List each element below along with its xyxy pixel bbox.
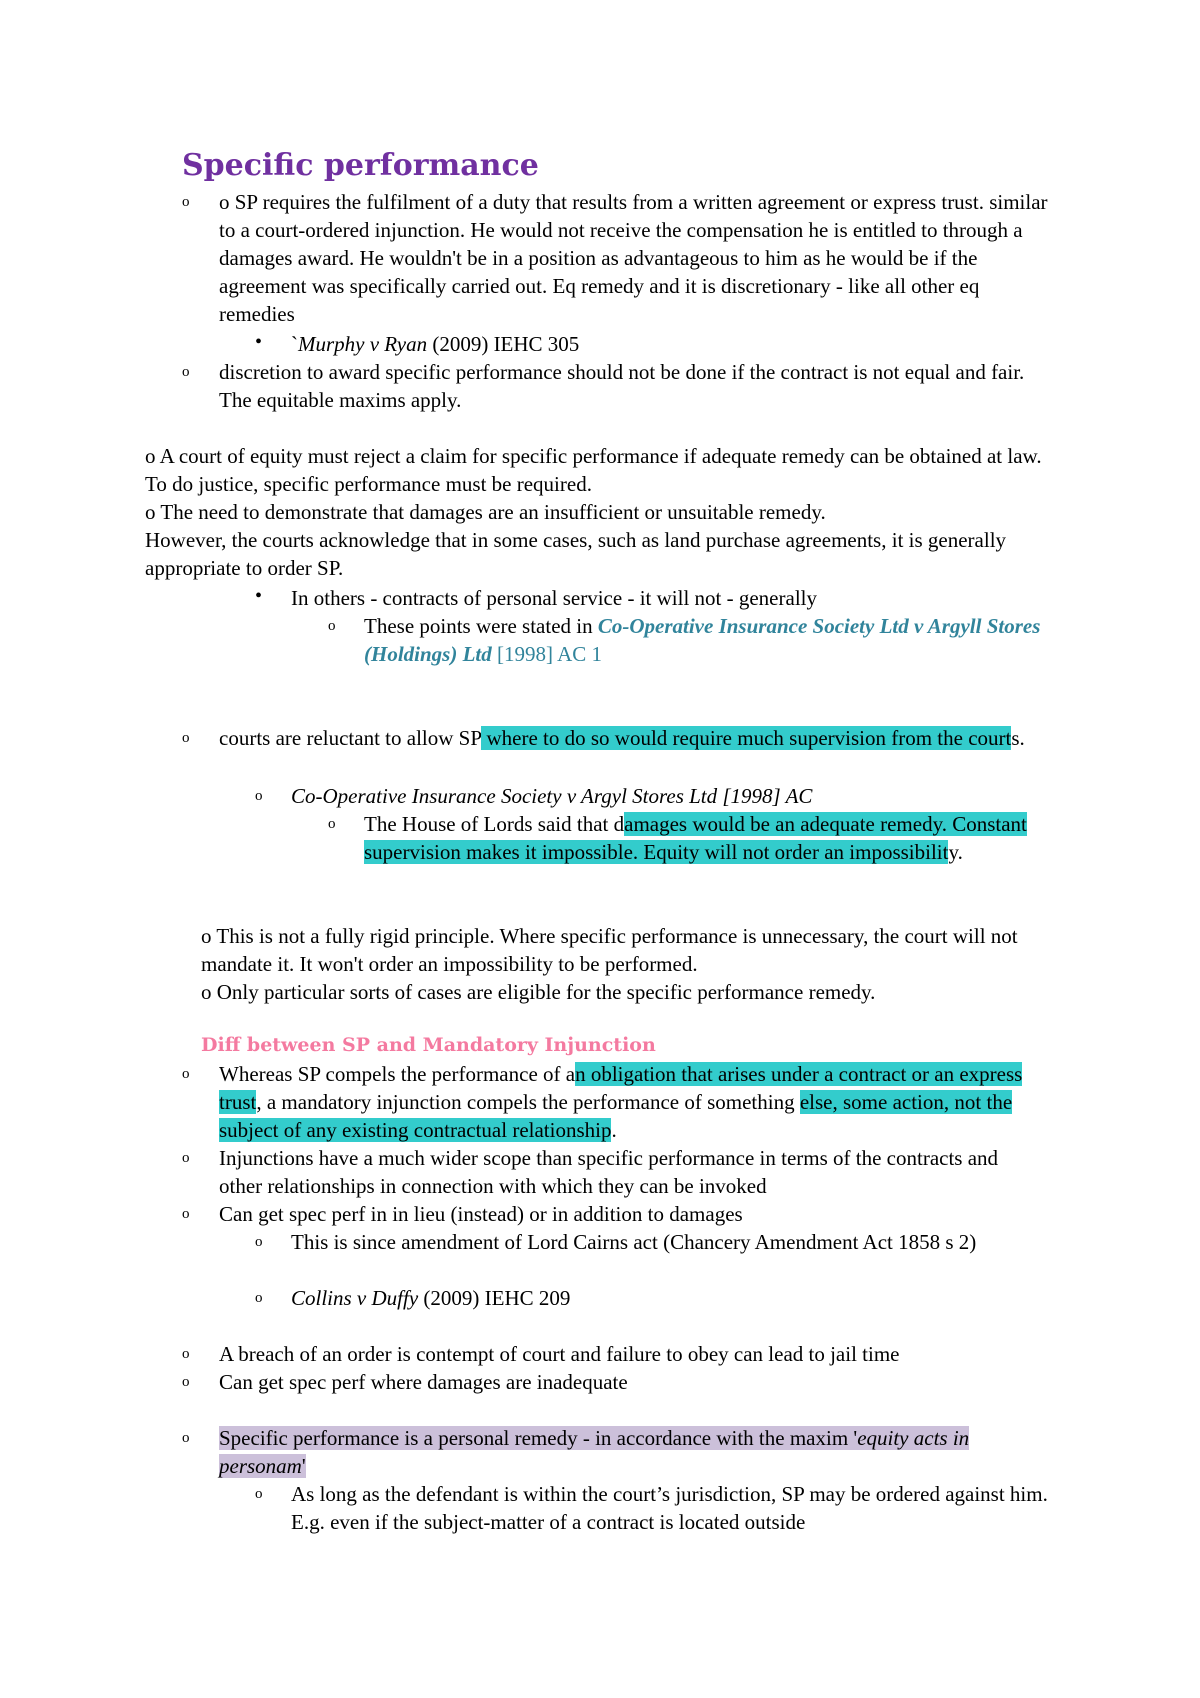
courts-highlight: where to do so would require much supervision from the court (481, 726, 1012, 750)
courts-end: s. (1011, 726, 1025, 750)
coop-case-item (291, 782, 1051, 810)
hollow-bullet-icon: o (182, 1346, 190, 1362)
inadequate-item: Can get spec perf where damages are inadequate (219, 1370, 628, 1394)
whereas-highlight-1: n obligation that arises under a contract or an express trust (219, 1062, 1023, 1114)
case-citation: (2009) IEHC 305 (427, 332, 580, 356)
hollow-bullet-icon: o (182, 1066, 190, 1082)
case-name: Murphy v Ryan (298, 332, 428, 356)
in-lieu-item: Can get spec perf in in lieu (instead) or in addition to damages (219, 1202, 743, 1226)
whereas-highlight-2: else, some action, not the subject of any existing contractual relationship (219, 1090, 1013, 1142)
equity-paragraph: o A court of equity must reject a claim for specific performance if adequate remedy can be obtained at law. To do justice, specific performance must be required. (145, 444, 1042, 496)
hollow-bullet-icon: o (328, 618, 336, 634)
hollow-bullet-icon: o (328, 816, 336, 832)
damages-paragraph: o The need to demonstrate that damages are an insufficient or unsuitable remedy. (145, 500, 826, 524)
coop-case-name: Co-Operative Insurance Society v Argyl Stores Ltd [1998] AC (291, 784, 813, 808)
courts-reluctant-item (219, 724, 1069, 752)
jurisdiction-item: As long as the defendant is within the court’s jurisdiction, SP may be ordered against him. E.g. even if the subject-matter of a contract is located outside (291, 1482, 1048, 1534)
collins-citation: (2009) IEHC 209 (418, 1286, 571, 1310)
hollow-bullet-icon: o (182, 730, 190, 746)
hol-text: The House of Lords said that d (364, 812, 625, 836)
collins-case-item (291, 1284, 1051, 1312)
land-purchase-paragraph: However, the courts acknowledge that in some cases, such as land purchase agreements, it is generally appropriate to order SP. (145, 528, 1007, 580)
injunctions-item: Injunctions have a much wider scope than specific performance in terms of the contracts and other relationships in connection with which they can be invoked (219, 1146, 999, 1198)
hollow-bullet-icon: o (182, 1150, 190, 1166)
sp-requirement-item: o SP requires the fulfilment of a duty that results from a written agreement or express trust. similar to a court-ordered injunction. He would not receive the compensation he is entitled to through a damages award. He wouldn't be in a position as advantageous to him as he would be if the agreement was specifically carried out. Eq remedy and it is discretionary - like all other eq remedies (219, 190, 1048, 326)
personal-highlight (219, 1426, 969, 1478)
hollow-bullet-icon: o (182, 1206, 190, 1222)
hollow-bullet-icon: o (182, 194, 190, 210)
page-title: Specific performance (182, 148, 539, 183)
hollow-bullet-icon: o (255, 788, 263, 804)
personal-text: Specific performance is a personal remedy - in accordance with the maxim ' (219, 1426, 858, 1450)
whereas-item (219, 1060, 1069, 1144)
filled-bullet-icon: • (255, 331, 263, 353)
personal-remedy-item (219, 1424, 1049, 1480)
personal-maxim: equity acts in personam (219, 1426, 970, 1478)
personal-end: ' (301, 1454, 306, 1478)
hollow-bullet-icon: o (182, 1430, 190, 1446)
hollow-bullet-icon: o (255, 1234, 263, 1250)
lord-cairns-item: This is since amendment of Lord Cairns act (Chancery Amendment Act 1858 s 2) (291, 1230, 977, 1254)
hollow-bullet-icon: o (182, 1374, 190, 1390)
hol-highlight: amages would be an adequate remedy. Constant supervision makes it impossible. Equity will not order an impossibilit (364, 812, 1027, 864)
whereas-middle: , a mandatory injunction compels the performance of something (256, 1090, 800, 1114)
points-prefix: These points were stated in (364, 614, 598, 638)
hol-end: y. (948, 840, 963, 864)
hollow-bullet-icon: o (255, 1486, 263, 1502)
discretion-item: discretion to award specific performance should not be done if the contract is not equal and fair. The equitable maxims apply. (219, 360, 1025, 412)
hollow-bullet-icon: o (255, 1290, 263, 1306)
whereas-text: Whereas SP compels the performance of a (219, 1062, 576, 1086)
house-of-lords-item (364, 810, 1054, 866)
points-item (364, 612, 1044, 668)
whereas-end: . (611, 1118, 617, 1142)
section-subheading: Diff between SP and Mandatory Injunction (201, 1034, 656, 1056)
filled-bullet-icon: • (255, 585, 263, 607)
rigid-principle-paragraph: o This is not a fully rigid principle. Where specific performance is unnecessary, the court will not mandate it. It won't order an impossibility to be performed. (201, 924, 1018, 976)
collins-case-name: Collins v Duffy (291, 1286, 419, 1310)
case-coop-link[interactable]: Co-Operative Insurance Society Ltd v Argyll Stores (Holdings) Ltd (364, 614, 1041, 666)
case-coop-citation: [1998] AC 1 (491, 642, 603, 666)
others-item: In others - contracts of personal service - it will not - generally (291, 586, 817, 610)
breach-item: A breach of an order is contempt of court and failure to obey can lead to jail time (219, 1342, 900, 1366)
eligible-cases-paragraph: o Only particular sorts of cases are eligible for the specific performance remedy. (201, 980, 876, 1004)
courts-text: courts are reluctant to allow SP (219, 726, 482, 750)
case-prefix: ` (291, 332, 298, 356)
hollow-bullet-icon: o (182, 364, 190, 380)
case-murphy (291, 330, 991, 358)
